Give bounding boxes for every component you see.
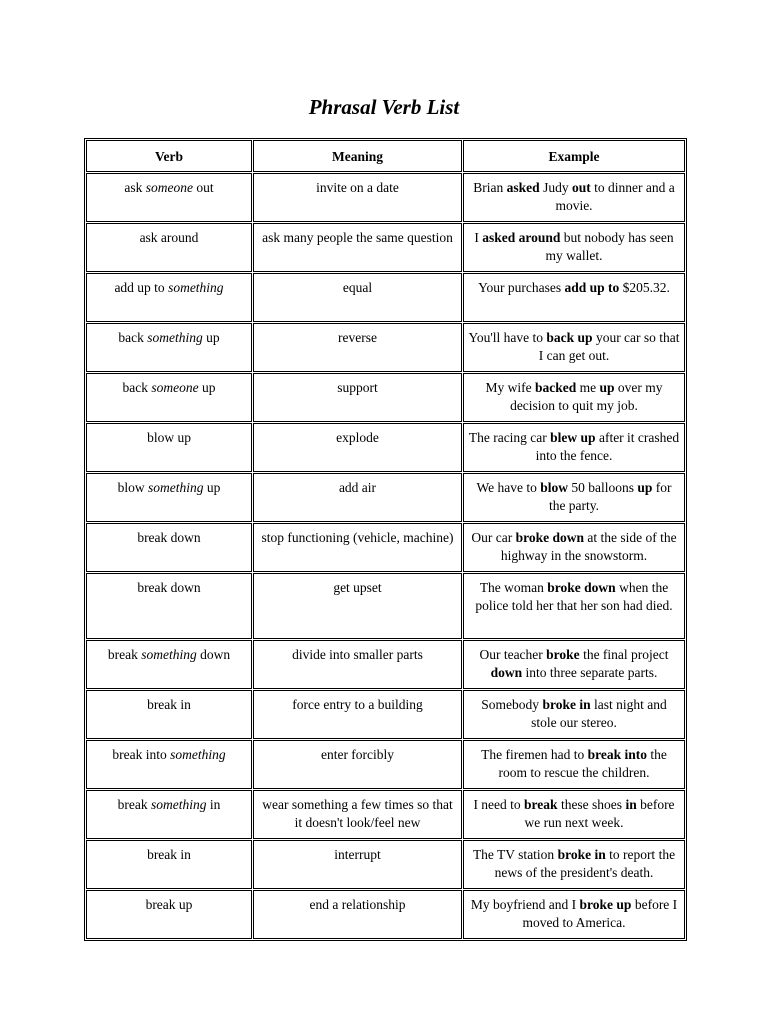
- example-cell: [463, 273, 685, 322]
- verb-object-placeholder: someone: [145, 180, 193, 195]
- meaning-cell: stop functioning (vehicle, machine): [253, 523, 462, 572]
- meaning-cell: equal: [253, 273, 462, 322]
- example-text: your car so that I can get out.: [538, 330, 680, 363]
- example-text: The firemen had to: [481, 747, 588, 762]
- table-row: [86, 790, 685, 839]
- verb-part: in: [206, 797, 221, 812]
- example-text: over my decision to quit my job.: [510, 380, 663, 413]
- verb-cell: [86, 790, 252, 839]
- verb-part: break in: [147, 847, 191, 862]
- example-phrasal-verb: blew up: [550, 430, 596, 445]
- example-phrasal-verb: break: [524, 797, 558, 812]
- table-row: [86, 473, 685, 522]
- table-row: [86, 840, 685, 889]
- example-text: last night and stole our stereo.: [531, 697, 667, 730]
- example-phrasal-verb: broke down: [547, 580, 616, 595]
- verb-cell: [86, 573, 252, 639]
- verb-part: ask around: [139, 230, 199, 245]
- verb-cell: [86, 740, 252, 789]
- example-cell: [463, 790, 685, 839]
- column-header-example: Example: [463, 140, 685, 172]
- verb-part: add up to: [114, 280, 169, 295]
- example-text: when the police told her that her son had died.: [475, 580, 673, 613]
- phrasal-verb-table: [84, 138, 687, 941]
- example-phrasal-verb: backed: [534, 380, 577, 395]
- verb-part: break: [107, 647, 142, 662]
- verb-cell: [86, 273, 252, 322]
- example-text: before we run next week.: [524, 797, 675, 830]
- verb-object-placeholder: something: [170, 747, 226, 762]
- example-text: to dinner and a movie.: [555, 180, 675, 213]
- example-text: at the side of the highway in the snowstorm.: [500, 530, 677, 563]
- example-cell: [463, 890, 685, 939]
- verb-cell: [86, 523, 252, 572]
- example-text: but nobody has seen my wallet.: [545, 230, 674, 263]
- table-row: [86, 573, 685, 639]
- verb-part: up: [198, 380, 216, 395]
- example-text: before I moved to America.: [522, 897, 678, 930]
- meaning-cell: reverse: [253, 323, 462, 372]
- verb-cell: [86, 640, 252, 689]
- table-row: [86, 373, 685, 422]
- example-phrasal-verb: broke in: [542, 697, 591, 712]
- table-row: [86, 523, 685, 572]
- example-phrasal-verb: broke down: [515, 530, 585, 545]
- meaning-cell: end a relationship: [253, 890, 462, 939]
- verb-cell: [86, 473, 252, 522]
- verb-cell: [86, 690, 252, 739]
- example-cell: [463, 173, 685, 222]
- example-text: the final project: [579, 647, 669, 662]
- example-phrasal-verb: down: [490, 664, 523, 680]
- verb-part: back: [122, 380, 152, 395]
- example-text: My wife: [485, 380, 535, 395]
- verb-part: break: [117, 797, 151, 812]
- example-text: $205.32.: [619, 280, 670, 295]
- table-row: [86, 173, 685, 222]
- example-text: Brian: [473, 180, 507, 195]
- verb-part: up: [203, 480, 221, 495]
- example-cell: [463, 373, 685, 422]
- meaning-cell: interrupt: [253, 840, 462, 889]
- example-phrasal-verb: asked: [506, 180, 540, 195]
- example-text: Our car: [471, 530, 516, 545]
- verb-part: break down: [137, 580, 201, 595]
- example-cell: [463, 690, 685, 739]
- example-text: to report the news of the president's death.: [494, 847, 676, 880]
- example-phrasal-verb: broke in: [557, 847, 606, 862]
- example-text: You'll have to: [468, 330, 547, 345]
- example-cell: [463, 840, 685, 889]
- verb-cell: [86, 423, 252, 472]
- table-row: [86, 890, 685, 939]
- example-text: I need to: [473, 797, 525, 812]
- example-text: me: [576, 380, 600, 395]
- example-text: The racing car: [468, 430, 551, 445]
- example-phrasal-verb: back up: [546, 330, 593, 345]
- example-phrasal-verb: out: [571, 180, 591, 195]
- example-text: into three separate parts.: [522, 664, 658, 680]
- verb-object-placeholder: someone: [151, 380, 199, 395]
- table-row: [86, 740, 685, 789]
- meaning-cell: explode: [253, 423, 462, 472]
- example-cell: [463, 473, 685, 522]
- table-header-row: [86, 140, 685, 172]
- verb-cell: [86, 223, 252, 272]
- meaning-cell: enter forcibly: [253, 740, 462, 789]
- verb-part: break up: [145, 897, 193, 912]
- example-phrasal-verb: broke up: [579, 897, 632, 912]
- example-phrasal-verb: broke: [546, 647, 580, 662]
- meaning-cell: divide into smaller parts: [253, 640, 462, 689]
- table-row: [86, 640, 685, 689]
- meaning-cell: support: [253, 373, 462, 422]
- example-text: Somebody: [481, 697, 543, 712]
- example-cell: [463, 323, 685, 372]
- example-phrasal-verb: up: [637, 480, 653, 495]
- verb-part: blow up: [147, 430, 191, 445]
- example-text: these shoes: [557, 797, 626, 812]
- example-text: Judy: [539, 180, 572, 195]
- example-cell: [463, 423, 685, 472]
- verb-part: out: [192, 180, 214, 195]
- verb-part: down: [196, 647, 231, 662]
- example-phrasal-verb: in: [625, 797, 637, 812]
- verb-object-placeholder: something: [147, 330, 203, 345]
- verb-object-placeholder: something: [141, 647, 197, 662]
- verb-part: back: [118, 330, 148, 345]
- meaning-cell: invite on a date: [253, 173, 462, 222]
- table-row: [86, 223, 685, 272]
- example-text: My boyfriend and I: [470, 897, 580, 912]
- example-text: after it crashed into the fence.: [535, 430, 680, 463]
- column-header-meaning: Meaning: [253, 140, 462, 172]
- verb-part: break in: [147, 697, 191, 712]
- verb-object-placeholder: something: [148, 480, 204, 495]
- example-cell: [463, 223, 685, 272]
- table-row: [86, 273, 685, 322]
- verb-part: blow: [117, 480, 148, 495]
- meaning-cell: wear something a few times so that it doesn't look/feel new: [253, 790, 462, 839]
- example-phrasal-verb: blow: [540, 480, 568, 495]
- page-title: Phrasal Verb List: [308, 95, 460, 119]
- verb-cell: [86, 840, 252, 889]
- example-text: Our teacher: [479, 647, 547, 662]
- example-phrasal-verb: up: [599, 380, 615, 395]
- example-text: Your purchases: [478, 280, 565, 295]
- verb-object-placeholder: something: [150, 797, 207, 812]
- meaning-cell: add air: [253, 473, 462, 522]
- meaning-cell: ask many people the same question: [253, 223, 462, 272]
- example-text: I: [474, 230, 483, 245]
- example-text: The TV station: [472, 847, 558, 862]
- table-row: [86, 323, 685, 372]
- verb-cell: [86, 373, 252, 422]
- verb-cell: [86, 323, 252, 372]
- meaning-cell: get upset: [253, 573, 462, 639]
- example-text: The woman: [479, 580, 548, 595]
- example-cell: [463, 640, 685, 689]
- example-text: for the party.: [548, 480, 672, 513]
- verb-part: ask: [124, 180, 146, 195]
- example-phrasal-verb: break into: [587, 747, 647, 762]
- verb-part: break down: [137, 530, 201, 545]
- example-text: 50 balloons: [568, 480, 638, 495]
- column-header-verb: Verb: [86, 140, 252, 172]
- example-phrasal-verb: add up to: [564, 280, 620, 295]
- example-text: the room to rescue the children.: [498, 747, 667, 780]
- example-cell: [463, 740, 685, 789]
- example-cell: [463, 573, 685, 639]
- verb-object-placeholder: something: [168, 280, 224, 295]
- example-text: We have to: [476, 480, 541, 495]
- verb-part: up: [202, 330, 220, 345]
- verb-cell: [86, 173, 252, 222]
- table-body: [86, 173, 685, 939]
- meaning-cell: force entry to a building: [253, 690, 462, 739]
- example-phrasal-verb: asked around: [482, 230, 561, 245]
- verb-cell: [86, 890, 252, 939]
- table-row: [86, 423, 685, 472]
- table-row: [86, 690, 685, 739]
- example-cell: [463, 523, 685, 572]
- verb-part: break into: [112, 747, 171, 762]
